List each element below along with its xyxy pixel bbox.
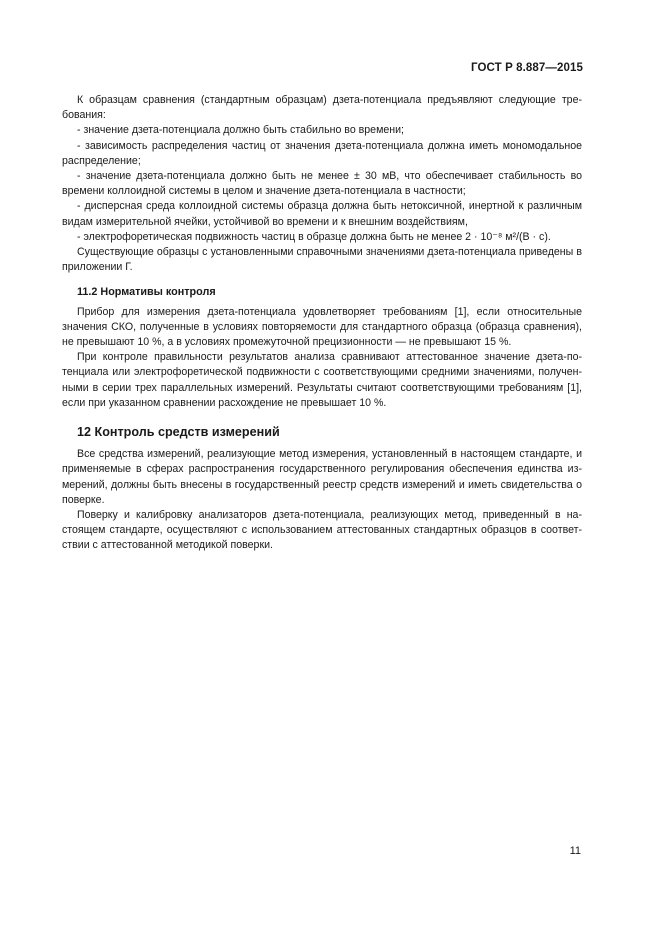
section-11-2-heading: 11.2 Нормативы контроля [77, 286, 216, 299]
requirements-list [62, 123, 582, 245]
list-item: - значение дзета-потенциала должно быть стабильно во времени; [77, 124, 404, 137]
list-item: - электрофоретическая подвижность частиц в образце должна быть не менее 2 · 10⁻⁸ м²/(В · с). [77, 230, 551, 243]
paragraph: Поверку и калибровку анализаторов дзета-потенциала, реализующих метод, приведенный в настоящем стандарте, осуществляют с использованием аттестованных стандартных образцов в соответствии с аттестованной методикой поверки. [62, 509, 582, 552]
list-item: - значение дзета-потенциала должно быть не менее ± 30 мВ, что обеспечивает стабильность во времени коллоидной системы в целом и значение дзета-потенциала в частности; [62, 170, 582, 198]
standard-code: ГОСТ Р 8.887—2015 [471, 62, 583, 74]
paragraph: Все средства измерений, реализующие метод измерения, установленный в настоящем стандарте, и применяемые в сферах распространения государственного регулирования обеспечения единства измерений, должны быть внесены в государственный реестр средств измерений и иметь свидетельства о поверке. [62, 448, 582, 506]
after-list-paragraph: Существующие образцы с установленными справочными значениями дзета-потенциала приведены в приложении Г. [62, 246, 582, 274]
page-number: 11 [569, 845, 581, 857]
page-content [62, 93, 582, 554]
paragraph: Прибор для измерения дзета-потенциала удовлетворяет требованиям [1], если относительные значения СКО, полученные в условиях повторяемости для стандартного образца (образца сравнения), не превышают 10 %, а в условиях промежуточной прецизионности — не превышают 15 %. [62, 305, 582, 349]
intro-paragraph: К образцам сравнения (стандартным образцам) дзета-потенциала предъявляют следующие требования: [62, 94, 582, 122]
list-item: - дисперсная среда коллоидной системы образца должна быть нетоксичной, инертной к различным видам измерительной ячейки, устойчивой во времени и к внешним воздействиям, [62, 200, 582, 228]
list-item: - зависимость распределения частиц от значения дзета-потенциала должна иметь мономодальное распределение; [62, 139, 582, 167]
paragraph: При контроле правильности результатов анализа сравнивают аттестованное значение дзета-потенциала или электрофоретической подвижности с соответствующими средними значениями, полученными в серии трех параллельных измерений. Результаты считают соответствующими требованиям [1], если при указанном сравнении расхождение не превышает 10 %. [62, 351, 582, 409]
section-12-heading: 12 Контроль средств измерений [77, 425, 280, 440]
